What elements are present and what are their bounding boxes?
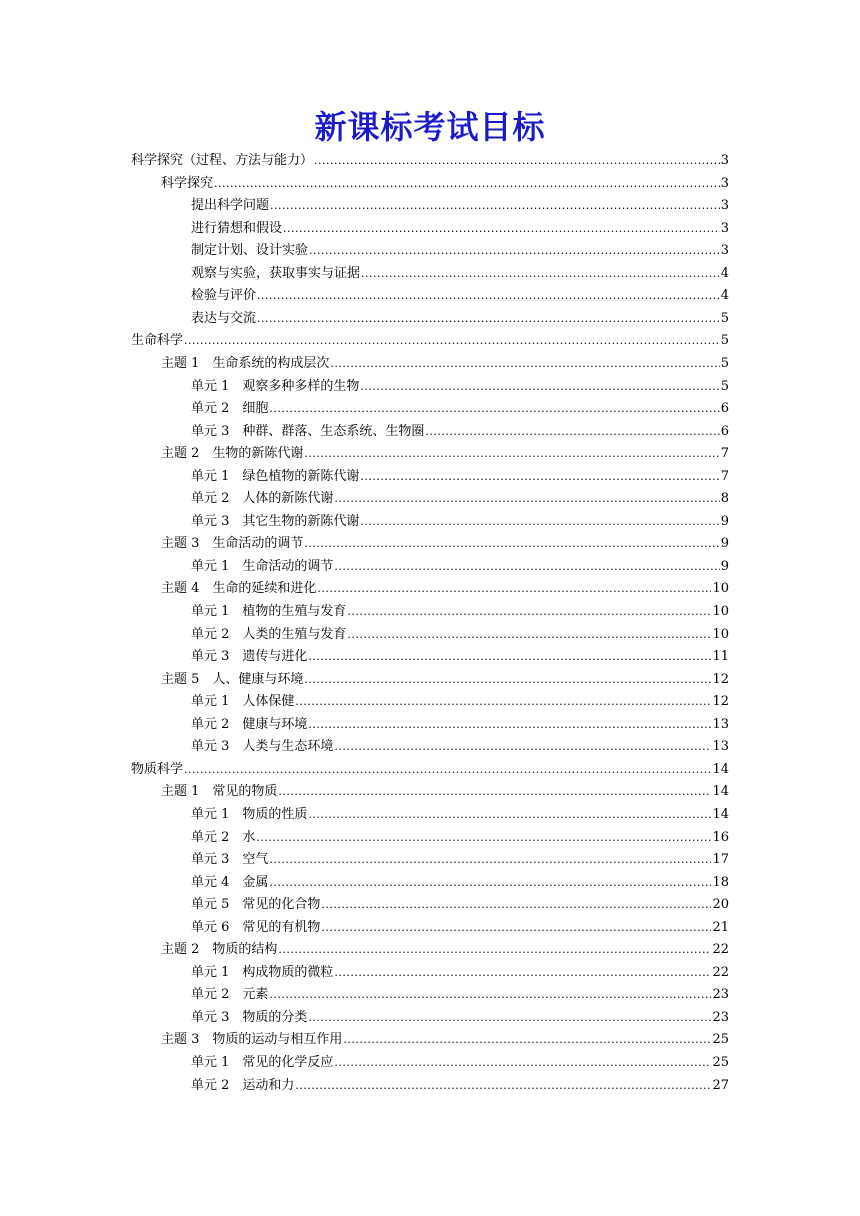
- toc-entry[interactable]: [191, 714, 729, 736]
- toc-page-number: 9: [720, 536, 729, 552]
- toc-page-number: 20: [712, 897, 729, 913]
- toc-entry[interactable]: [191, 195, 729, 217]
- toc-entry-label: 制定计划、设计实验: [191, 243, 309, 259]
- toc-dot-leader: [347, 624, 711, 646]
- toc-dot-leader: [309, 240, 720, 262]
- toc-page-number: 14: [712, 784, 729, 800]
- toc-page-number: 9: [720, 558, 729, 574]
- toc-entry-label: 单元 1 观察多种多样的生物: [191, 378, 360, 394]
- toc-page-number: 14: [712, 806, 729, 822]
- toc-dot-leader: [270, 195, 720, 217]
- toc-entry-label: 主题 3 物质的运动与相互作用: [161, 1032, 343, 1048]
- toc-page-number: 3: [720, 198, 729, 214]
- toc-page-number: 3: [720, 220, 729, 236]
- toc-entry-label: 表达与交流: [191, 310, 257, 326]
- toc-page-number: 7: [720, 446, 729, 462]
- toc-dot-leader: [317, 578, 711, 600]
- toc-entry[interactable]: [191, 1007, 729, 1029]
- toc-entry-label: 单元 1 物质的性质: [191, 806, 308, 822]
- toc-dot-leader: [214, 173, 720, 195]
- toc-dot-leader: [304, 443, 719, 465]
- toc-dot-leader: [360, 511, 719, 533]
- toc-entry[interactable]: [191, 556, 729, 578]
- toc-dot-leader: [314, 150, 720, 172]
- toc-page-number: 9: [720, 513, 729, 529]
- toc-dot-leader: [283, 218, 720, 240]
- toc-entry-label: 单元 6 常见的有机物: [191, 919, 321, 935]
- toc-entry-label: 主题 4 生命的延续和进化: [161, 581, 317, 597]
- toc-dot-leader: [184, 330, 720, 352]
- toc-dot-leader: [269, 872, 711, 894]
- toc-dot-leader: [334, 736, 711, 758]
- toc-entry[interactable]: [191, 376, 729, 398]
- toc-entry-label: 单元 1 构成物质的微粒: [191, 964, 334, 980]
- toc-entry-label: 单元 3 空气: [191, 852, 269, 868]
- toc-page-number: 13: [712, 739, 729, 755]
- toc-entry-label: 单元 1 绿色植物的新陈代谢: [191, 468, 360, 484]
- toc-page-number: 12: [712, 694, 729, 710]
- toc-entry[interactable]: [161, 353, 729, 375]
- toc-entry-label: 检验与评价: [191, 288, 257, 304]
- toc-dot-leader: [295, 1075, 711, 1097]
- toc-page-number: 4: [720, 265, 729, 281]
- toc-entry-label: 主题 5 人、健康与环境: [161, 671, 304, 687]
- toc-entry[interactable]: [131, 150, 729, 172]
- toc-entry[interactable]: [161, 781, 729, 803]
- toc-dot-leader: [334, 1052, 711, 1074]
- toc-entry-label: 单元 3 人类与生态环境: [191, 739, 334, 755]
- toc-dot-leader: [347, 601, 711, 623]
- toc-entry[interactable]: [161, 173, 729, 195]
- toc-entry[interactable]: [191, 601, 729, 623]
- toc-page-number: 11: [712, 649, 729, 665]
- toc-dot-leader: [330, 353, 719, 375]
- toc-page-number: 25: [712, 1055, 729, 1070]
- toc-entry-label: 单元 3 物质的分类: [191, 1009, 308, 1025]
- toc-entry-label: 单元 3 其它生物的新陈代谢: [191, 513, 360, 529]
- toc-dot-leader: [321, 894, 711, 916]
- toc-dot-leader: [269, 398, 719, 420]
- toc-entry-label: 单元 2 健康与环境: [191, 716, 308, 732]
- toc-page-number: 6: [720, 423, 729, 439]
- toc-entry[interactable]: [191, 1075, 729, 1097]
- toc-entry[interactable]: [161, 578, 729, 600]
- toc-entry-label: 单元 3 遗传与进化: [191, 649, 308, 665]
- toc-page-number: 12: [712, 671, 729, 687]
- toc-dot-leader: [360, 466, 719, 488]
- toc-entry-label: 单元 2 人体的新陈代谢: [191, 491, 334, 507]
- toc-entry[interactable]: [191, 285, 729, 307]
- toc-entry-label: 单元 2 元素: [191, 987, 269, 1003]
- toc-entry-label: 单元 1 生命活动的调节: [191, 558, 334, 574]
- toc-dot-leader: [334, 556, 719, 578]
- toc-entry[interactable]: [191, 962, 729, 984]
- toc-dot-leader: [278, 939, 711, 961]
- toc-entry-label: 单元 2 细胞: [191, 401, 269, 417]
- toc-entry-label: 单元 4 金属: [191, 874, 269, 890]
- toc-page-number: 5: [720, 378, 729, 394]
- toc-dot-leader: [361, 263, 720, 285]
- toc-dot-leader: [343, 1029, 711, 1051]
- toc-page-number: 23: [712, 1009, 729, 1025]
- toc-dot-leader: [295, 691, 711, 713]
- toc-dot-leader: [308, 646, 711, 668]
- toc-entry-label: 主题 1 生命系统的构成层次: [161, 355, 330, 371]
- toc-dot-leader: [334, 962, 711, 984]
- toc-page-number: 6: [720, 401, 729, 417]
- toc-entry-label: 科学探究（过程、方法与能力）: [131, 153, 314, 168]
- toc-entry-label: 观察与实验，获取事实与证据: [191, 265, 361, 281]
- toc-dot-leader: [321, 917, 711, 939]
- toc-entry[interactable]: [161, 939, 729, 961]
- toc-entry[interactable]: [191, 984, 729, 1006]
- toc-dot-leader: [269, 984, 711, 1006]
- toc-dot-leader: [304, 533, 719, 555]
- toc-entry-label: 单元 1 常见的化学反应: [191, 1055, 334, 1070]
- toc-entry[interactable]: [191, 263, 729, 285]
- toc-entry-label: 物质科学: [131, 761, 184, 777]
- toc-page-number: 4: [720, 288, 729, 304]
- toc-dot-leader: [308, 804, 711, 826]
- toc-page-number: 8: [720, 491, 729, 507]
- toc-entry-label: 单元 2 人类的生殖与发育: [191, 626, 347, 642]
- toc-entry-label: 生命科学: [131, 333, 184, 349]
- toc-entry-label: 主题 2 物质的结构: [161, 942, 278, 958]
- toc-entry-label: 提出科学问题: [191, 198, 270, 214]
- toc-entry[interactable]: [191, 736, 729, 758]
- toc-page-number: 5: [720, 333, 729, 349]
- toc-entry-label: 单元 3 种群、群落、生态系统、生物圈: [191, 423, 425, 439]
- toc-entry[interactable]: [191, 1052, 729, 1074]
- toc-page-number: 27: [712, 1077, 729, 1093]
- toc-entry[interactable]: [191, 398, 729, 420]
- toc-entry[interactable]: [191, 894, 729, 916]
- toc-entry-label: 单元 2 水: [191, 829, 256, 845]
- toc-page-number: 21: [712, 919, 729, 935]
- toc-page-number: 22: [712, 964, 729, 980]
- toc-entry[interactable]: [191, 691, 729, 713]
- toc-entry[interactable]: [191, 511, 729, 533]
- toc-entry-label: 单元 1 植物的生殖与发育: [191, 604, 347, 619]
- toc-entry[interactable]: [161, 533, 729, 555]
- toc-entry[interactable]: [161, 1029, 729, 1051]
- toc-page-number: 14: [712, 761, 729, 777]
- toc-entry-label: 科学探究: [161, 175, 214, 191]
- toc-entry[interactable]: [161, 669, 729, 691]
- toc-page-number: 25: [712, 1032, 729, 1048]
- toc-entry-label: 单元 2 运动和力: [191, 1077, 295, 1093]
- toc-entry[interactable]: [191, 488, 729, 510]
- toc-page-number: 3: [720, 243, 729, 259]
- toc-entry[interactable]: [191, 466, 729, 488]
- toc-page-number: 10: [712, 581, 729, 597]
- toc-entry[interactable]: [191, 849, 729, 871]
- toc-page-number: 3: [720, 153, 729, 168]
- toc-entry-label: 主题 3 生命活动的调节: [161, 536, 304, 552]
- toc-page-number: 5: [720, 355, 729, 371]
- toc-page-number: 16: [712, 829, 729, 845]
- toc-dot-leader: [425, 421, 719, 443]
- toc-entry[interactable]: [191, 646, 729, 668]
- toc-entry[interactable]: [131, 330, 729, 352]
- toc-dot-leader: [308, 714, 711, 736]
- toc-entry-label: 主题 1 常见的物质: [161, 784, 278, 800]
- toc-dot-leader: [184, 759, 711, 781]
- toc-dot-leader: [256, 827, 711, 849]
- toc-entry-label: 单元 5 常见的化合物: [191, 897, 321, 913]
- toc-entry-label: 进行猜想和假设: [191, 220, 283, 236]
- toc-dot-leader: [257, 285, 720, 307]
- toc-entry[interactable]: [191, 308, 729, 330]
- toc-page-number: 18: [712, 874, 729, 890]
- toc-entry[interactable]: [191, 872, 729, 894]
- toc-entry[interactable]: [191, 804, 729, 826]
- toc-entry-label: 主题 2 生物的新陈代谢: [161, 446, 304, 462]
- toc-page-number: 3: [720, 175, 729, 191]
- toc-dot-leader: [334, 488, 719, 510]
- toc-dot-leader: [308, 1007, 711, 1029]
- toc-page-number: 10: [712, 626, 729, 642]
- toc-dot-leader: [257, 308, 720, 330]
- toc-page-number: 13: [712, 716, 729, 732]
- toc-entry[interactable]: [191, 240, 729, 262]
- toc-dot-leader: [278, 781, 711, 803]
- toc-entry-label: 单元 1 人体保健: [191, 694, 295, 710]
- toc-dot-leader: [360, 376, 719, 398]
- toc-entry[interactable]: [191, 421, 729, 443]
- toc-entry[interactable]: [131, 759, 729, 781]
- toc-entry[interactable]: [191, 624, 729, 646]
- toc-page-number: 17: [712, 852, 729, 868]
- toc-page-number: 23: [712, 987, 729, 1003]
- toc-dot-leader: [269, 849, 711, 871]
- page-title: 新课标考试目标: [314, 108, 546, 146]
- toc-dot-leader: [304, 669, 711, 691]
- toc-entry[interactable]: [161, 443, 729, 465]
- toc-page-number: 5: [720, 310, 729, 326]
- toc-entry[interactable]: [191, 827, 729, 849]
- toc-entry[interactable]: [191, 917, 729, 939]
- toc-entry[interactable]: [191, 218, 729, 240]
- toc-page-number: 22: [712, 942, 729, 958]
- toc-page-number: 10: [712, 604, 729, 619]
- toc-page-number: 7: [720, 468, 729, 484]
